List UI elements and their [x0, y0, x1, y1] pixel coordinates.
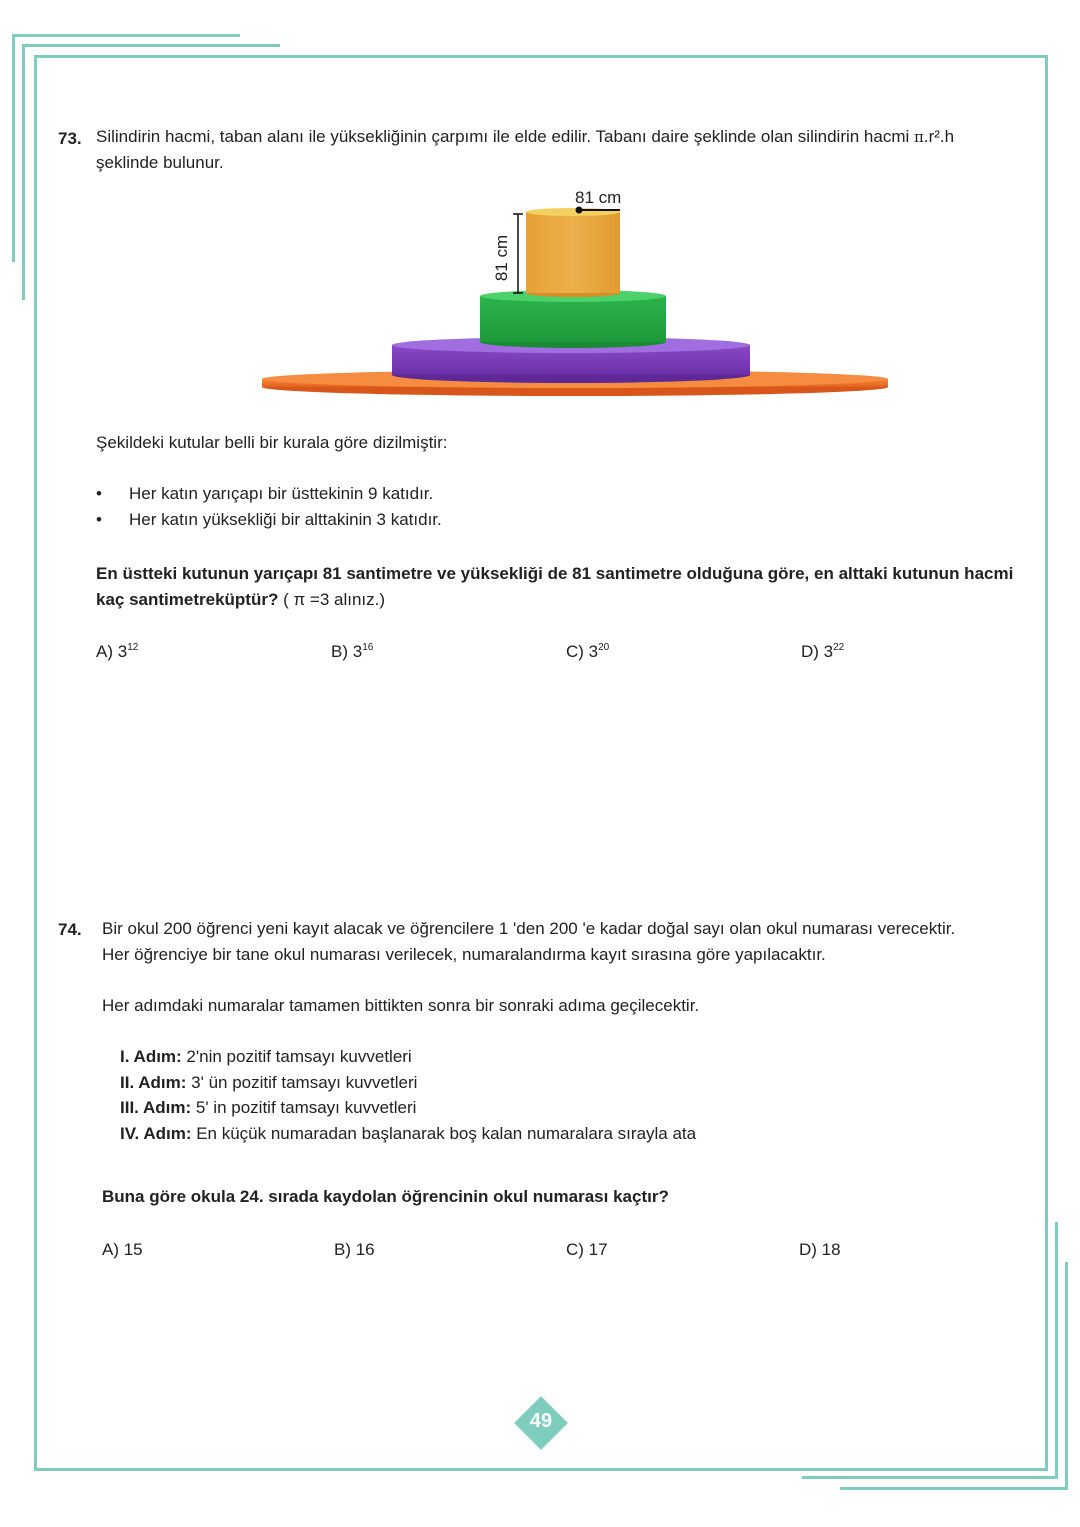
step-3: III. Adım: 5' in pozitif tamsayı kuvvetleri [120, 1098, 417, 1117]
question-73-prompt-bold: En üstteki kutunun yarıçapı 81 santimetre ve yüksekliği de 81 santimetre olduğuna göre, en alttaki kutunun hacmi kaç santimetreküptür? [96, 564, 1014, 609]
option-74-c[interactable]: C) 17 [566, 1240, 608, 1259]
step-2: II. Adım: 3' ün pozitif tamsayı kuvvetleri [120, 1073, 418, 1092]
question-73-number: 73. [58, 129, 82, 148]
question-74-prompt: Buna göre okula 24. sırada kaydolan öğrencinin okul numarası kaçtır? [102, 1187, 669, 1206]
question-74-number: 74. [58, 920, 82, 939]
option-74-a[interactable]: A) 15 [102, 1240, 143, 1259]
option-73-a[interactable]: A) $3^{12}$ [96, 642, 139, 661]
stacked-cylinders-figure [255, 185, 895, 400]
bullet-dot: • [96, 510, 102, 529]
frame-main-left [34, 55, 37, 1471]
frame-mid-top [22, 44, 280, 47]
frame-outer-left [12, 34, 15, 262]
frame-inner-right [1055, 1222, 1058, 1478]
rule-2: Her katın yüksekliği bir alttakinin 3 katıdır. [129, 510, 442, 529]
pi-symbol: π [914, 128, 924, 146]
question-73-prompt-tail: ( π =3 alınız.) [278, 590, 386, 609]
page-number: 49 [529, 1410, 553, 1432]
option-73-c[interactable]: C) $3^{20}$ [566, 642, 610, 661]
formula-tail: .r².h [923, 127, 955, 146]
step-4: IV. Adım: En küçük numaradan başlanarak boş kalan numaralara sırayla ata [120, 1124, 697, 1143]
question-74-line-3: Her adımdaki numaralar tamamen bittikten sonra bir sonraki adıma geçilecektir. [102, 996, 700, 1015]
question-74-line-2: Her öğrenciye bir tane okul numarası verilecek, numaralandırma kayıt sırasına göre yapılacaktır. [102, 945, 826, 964]
frame-mid-left [22, 44, 25, 300]
question-74-line-1: Bir okul 200 öğrenci yeni kayıt alacak ve öğrencilere 1 'den 200 'e kadar doğal sayı olan okul numarası verecektir. [102, 919, 956, 938]
option-73-b[interactable]: B) $3^{16}$ [331, 642, 374, 661]
option-73-d[interactable]: D) $3^{22}$ [801, 642, 845, 661]
rule-1: Her katın yarıçapı bir üsttekinin 9 katıdır. [129, 484, 434, 503]
frame-main-top [34, 55, 1048, 58]
question-73-intro: Şekildeki kutular belli bir kurala göre dizilmiştir: [96, 433, 448, 452]
height-label: 81 cm [492, 234, 511, 282]
frame-main-bottom [34, 1468, 1048, 1471]
option-74-b[interactable]: B) 16 [334, 1240, 375, 1259]
question-73-stem-text: Silindirin hacmi, taban alanı ile yüksekliğinin çarpımı ile elde edilir. Tabanı daire şeklinde olan silindirin hacmi [96, 127, 915, 146]
question-73-prompt [96, 561, 1031, 613]
question-73-stem-end: şeklinde bulunur. [96, 153, 224, 172]
bullet-dot: • [96, 484, 102, 503]
frame-main-right [1045, 55, 1048, 1471]
second-tier [480, 290, 666, 348]
radius-label: 81 cm [575, 188, 622, 207]
question-73-stem [96, 124, 1026, 176]
frame-outer-bottom [840, 1487, 1068, 1490]
frame-outer-right [1065, 1262, 1068, 1490]
frame-outer-top [12, 34, 240, 37]
frame-inner-bottom [802, 1476, 1058, 1479]
option-74-d[interactable]: D) 18 [799, 1240, 841, 1259]
top-tier [526, 208, 620, 297]
step-1: I. Adım: 2'nin pozitif tamsayı kuvvetleri [120, 1047, 412, 1066]
